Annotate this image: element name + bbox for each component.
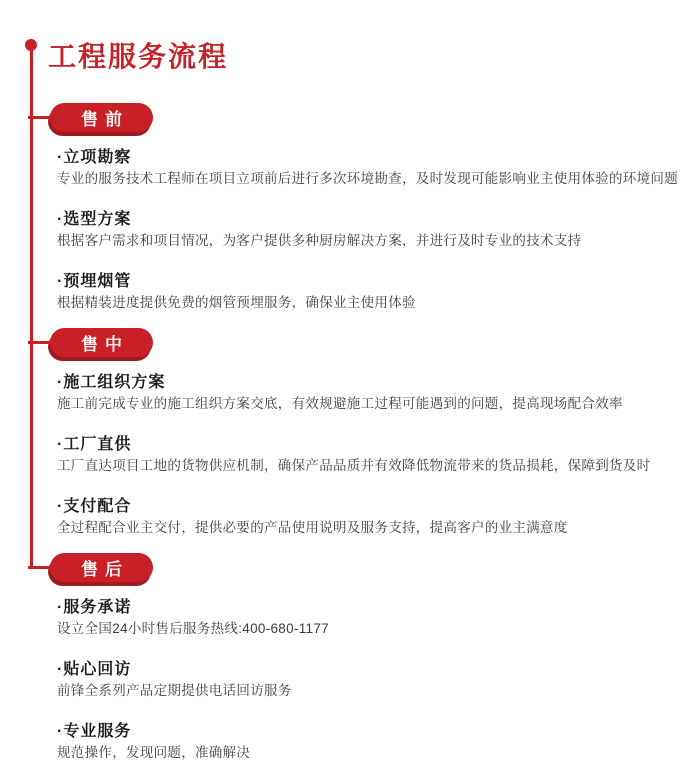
- phase-badge-label: 售前: [81, 110, 129, 129]
- service-item: [57, 496, 700, 537]
- section-items: [0, 582, 700, 762]
- item-body: 根据精装进度提供免费的烟管预埋服务，确保业主使用体验: [57, 295, 416, 310]
- service-item: [57, 209, 700, 250]
- item-heading: ·预埋烟管: [57, 273, 132, 290]
- service-item: [57, 271, 700, 312]
- service-item: [57, 147, 700, 188]
- phase-badge-presale: [50, 103, 153, 132]
- item-heading: ·专业服务: [57, 723, 132, 740]
- section-presale: [0, 103, 700, 312]
- phase-badge-aftersale: [50, 553, 153, 582]
- phase-badge-label: 售中: [81, 335, 129, 354]
- timeline-content: [0, 103, 700, 778]
- service-item: [57, 434, 700, 475]
- item-heading: ·选型方案: [57, 211, 132, 228]
- item-body: 前锋全系列产品定期提供电话回访服务: [57, 683, 292, 698]
- item-body: 根据客户需求和项目情况，为客户提供多种厨房解决方案，并进行及时专业的技术支持: [57, 233, 582, 248]
- item-heading: ·服务承诺: [57, 599, 132, 616]
- section-midsale: [0, 328, 700, 537]
- section-items: [0, 357, 700, 537]
- phase-badge-label: 售后: [81, 560, 129, 579]
- item-body: 工厂直达项目工地的货物供应机制，确保产品品质并有效降低物流带来的货品损耗，保障到货及时: [57, 458, 651, 473]
- service-item: [57, 721, 700, 762]
- item-body: 全过程配合业主交付，提供必要的产品使用说明及服务支持，提高客户的业主满意度: [57, 520, 568, 535]
- item-body: 施工前完成专业的施工组织方案交底，有效规避施工过程可能遇到的问题，提高现场配合效率: [57, 396, 623, 411]
- item-heading: ·工厂直供: [57, 436, 132, 453]
- item-body: 设立全国24小时售后服务热线:400-680-1177: [57, 621, 329, 636]
- item-heading: ·支付配合: [57, 498, 132, 515]
- service-item: [57, 659, 700, 700]
- item-body: 专业的服务技术工程师在项目立项前后进行多次环境勘查，及时发现可能影响业主使用体验的环境问题: [57, 171, 678, 186]
- service-item: [57, 597, 700, 638]
- section-aftersale: [0, 553, 700, 762]
- item-heading: ·立项勘察: [57, 149, 132, 166]
- section-items: [0, 132, 700, 312]
- item-body: 规范操作，发现问题，准确解决: [57, 745, 251, 760]
- service-item: [57, 372, 700, 413]
- item-heading: ·贴心回访: [57, 661, 132, 678]
- item-heading: ·施工组织方案: [57, 374, 166, 391]
- page-title: 工程服务流程: [48, 41, 229, 72]
- phase-badge-midsale: [50, 328, 153, 357]
